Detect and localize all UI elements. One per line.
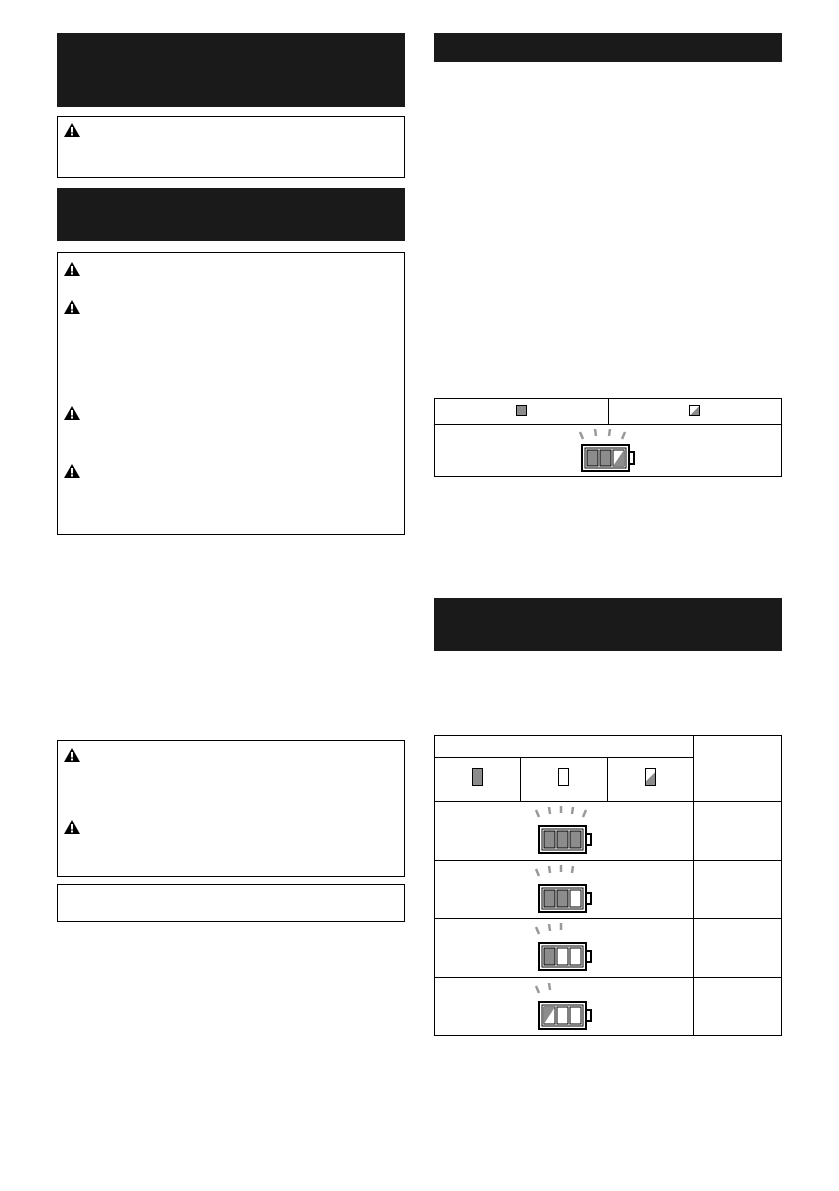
- section-heading-bar: [434, 598, 782, 651]
- battery-row-cell: [435, 802, 694, 861]
- remaining-capacity-table: [434, 735, 782, 1036]
- lamp-segment-lit: [544, 831, 555, 848]
- light-ray: [536, 986, 539, 993]
- warning-triangle-icon: [64, 820, 80, 834]
- capacity-cell: [694, 802, 782, 861]
- warning-triangle-icon: [64, 300, 80, 314]
- warnings-box: [57, 252, 405, 535]
- battery-indicator-icon: [577, 429, 639, 473]
- capacity-cell: [694, 978, 782, 1036]
- legend-lit-cell: [435, 758, 521, 802]
- capacity-cell: [694, 861, 782, 919]
- light-ray: [572, 807, 573, 814]
- lamp-segment-off: [557, 948, 568, 965]
- capacity-cell: [694, 919, 782, 978]
- section-heading-bar: [57, 188, 405, 241]
- light-ray: [549, 983, 550, 990]
- light-ray: [536, 869, 539, 876]
- lamp-off-icon: [558, 768, 569, 786]
- warning-triangle-icon: [64, 123, 80, 137]
- section-heading-bar: [57, 33, 405, 107]
- lamp-segment-lit: [557, 890, 568, 907]
- warning-triangle-icon: [64, 262, 80, 276]
- legend-off-cell: [521, 758, 607, 802]
- battery-indicator-icon: [533, 865, 595, 915]
- caution-box: [57, 116, 405, 178]
- lamp-segment-off: [570, 948, 581, 965]
- light-ray: [549, 924, 550, 931]
- lamp-lit-icon: [472, 768, 483, 786]
- warning-triangle-icon: [64, 406, 80, 420]
- light-ray: [536, 927, 539, 934]
- lamp-segment-lit: [544, 890, 555, 907]
- light-ray: [549, 807, 550, 814]
- lamp-segment-off: [570, 890, 581, 907]
- protection-indicator-table: [434, 398, 782, 477]
- lamp-segment-lit: [557, 831, 568, 848]
- lamp-segment-off: [570, 1007, 581, 1024]
- battery-indicator-icon: [533, 982, 595, 1032]
- light-ray: [583, 810, 586, 817]
- lamp-segment-lit: [544, 948, 555, 965]
- battery-row-cell: [435, 861, 694, 919]
- capacity-header: [694, 736, 782, 802]
- battery-row-cell: [435, 919, 694, 978]
- indicator-lamps-header: [435, 736, 694, 758]
- warning-triangle-icon: [64, 464, 80, 478]
- battery-cell: [435, 425, 782, 477]
- legend-blink-cell: [608, 399, 782, 425]
- lamp-blinking-icon: [689, 405, 700, 416]
- lamp-segment-lit: [570, 831, 581, 848]
- warning-triangle-icon: [64, 748, 80, 762]
- battery-indicator-icon: [533, 806, 595, 856]
- legend-blink-cell: [607, 758, 693, 802]
- light-ray: [549, 866, 550, 873]
- light-ray: [572, 866, 573, 873]
- caution-box: [57, 740, 405, 877]
- battery-row-cell: [435, 978, 694, 1036]
- note-box: [57, 884, 405, 922]
- section-heading-bar: [434, 33, 782, 62]
- lamp-segment-off: [557, 1007, 568, 1024]
- light-ray: [536, 810, 539, 817]
- legend-lit-cell: [435, 399, 609, 425]
- lamp-blinking-icon: [645, 768, 656, 786]
- battery-indicator-icon: [533, 923, 595, 973]
- lamp-lit-icon: [516, 405, 527, 416]
